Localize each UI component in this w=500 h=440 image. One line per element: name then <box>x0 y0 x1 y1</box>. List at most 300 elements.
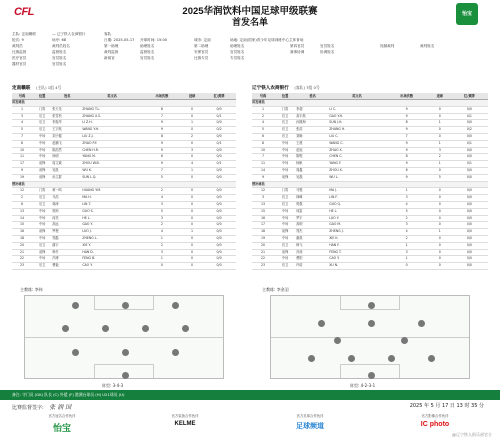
table-cell: 高宇航 <box>296 113 329 120</box>
table-cell: 16 <box>12 229 32 236</box>
home-coach: 主教练: 李伟 <box>20 287 43 292</box>
table-cell: 17 <box>252 222 274 229</box>
info-cell: 助理姓名 <box>230 44 245 48</box>
table-row <box>12 188 236 195</box>
sponsor-mark: IC photo <box>420 421 450 428</box>
table-cell: 0 <box>182 242 202 249</box>
info-cell <box>230 61 290 67</box>
table-cell: 9 <box>252 174 274 181</box>
table-row <box>12 195 236 202</box>
player-marker <box>368 320 375 327</box>
sponsor-mark: 怡宝 <box>52 423 71 433</box>
table-cell: 后卫 <box>32 120 52 127</box>
table-cell: 0/0 <box>202 208 236 215</box>
player-marker <box>318 320 325 327</box>
table-row <box>252 140 488 147</box>
table-cell: 0/0 <box>202 215 236 222</box>
table-cell: 0 <box>182 106 202 113</box>
table-cell: 15 <box>12 222 32 229</box>
table-cell: 8 <box>252 140 274 147</box>
pitch-midline <box>25 337 223 338</box>
table-cell: 罗俊 <box>52 229 82 236</box>
table-cell: 0 <box>429 127 451 134</box>
table-cell: 后卫 <box>274 195 296 202</box>
table-row <box>12 249 236 256</box>
table-row <box>252 161 488 168</box>
table-cell: 2 <box>182 133 202 140</box>
table-cell: 门将 <box>32 188 52 195</box>
table-cell: 张浩 <box>296 127 329 134</box>
table-cell: 后卫 <box>274 242 296 249</box>
table-cell: CAO Y. <box>82 263 142 270</box>
table-cell: 0/2 <box>451 127 488 134</box>
info-cell: 场地: 定南(国家)青少年足球训练中心主体育场 <box>230 38 304 42</box>
header <box>0 0 500 28</box>
table-cell: 11 <box>12 154 32 161</box>
table-cell: 0/0 <box>451 208 488 215</box>
table-cell: 2 <box>252 113 274 120</box>
player-marker <box>308 355 315 362</box>
table-cell: HAN F. <box>329 242 384 249</box>
table-cell: 3 <box>182 147 202 154</box>
table-row <box>252 106 488 113</box>
table-cell: 0/0 <box>202 133 236 140</box>
player-marker <box>348 355 355 362</box>
table-cell: 何雷 <box>296 208 329 215</box>
info-cell: 协调姓名 <box>320 50 335 54</box>
player-marker <box>368 302 375 309</box>
table-cell: 9 <box>142 140 182 147</box>
roster-header-cell: 英文名 <box>329 93 384 100</box>
table-cell: 2 <box>429 154 451 161</box>
table-row <box>252 195 488 202</box>
table-cell: GUO Q. <box>329 201 384 208</box>
table-row <box>252 263 488 270</box>
player-marker <box>368 372 375 379</box>
table-cell: 5 <box>385 208 429 215</box>
player-marker <box>72 349 79 356</box>
table-cell: 0/0 <box>202 106 236 113</box>
table-cell: 0 <box>429 195 451 202</box>
info-cell: 赛事协调 <box>290 50 305 54</box>
table-cell: 1 <box>429 229 451 236</box>
watermark: @辽宁铁人俱乐部官方 <box>452 432 492 437</box>
table-row <box>252 127 488 134</box>
table-cell: GUO S. <box>82 208 142 215</box>
table-row <box>252 113 488 120</box>
table-cell: 0 <box>182 208 202 215</box>
table-cell: 黄一鸣 <box>52 188 82 195</box>
away-team-tag: (客队) 7组 0号 <box>294 85 320 90</box>
table-cell: 中场 <box>32 140 52 147</box>
table-cell: 1 <box>385 256 429 263</box>
table-cell: 中场 <box>274 154 296 161</box>
sponsor-role: 官方足球合作伙伴 <box>296 414 324 418</box>
away-formation-pitch <box>270 295 470 379</box>
pitch-midline <box>271 337 469 338</box>
player-marker <box>62 325 69 332</box>
signer-label: 比赛监督签字: <box>12 405 44 411</box>
table-cell: 2 <box>142 222 182 229</box>
table-row <box>12 140 236 147</box>
table-cell: 0/0 <box>202 242 236 249</box>
table-cell: 0/1 <box>451 113 488 120</box>
table-cell: GAO Y.H. <box>329 113 384 120</box>
roster-header-cell: 红/黄牌 <box>202 93 236 100</box>
table-cell: 0/0 <box>451 167 488 174</box>
table-cell: 1 <box>252 106 274 113</box>
info-cell: 裁判监督 <box>104 50 119 54</box>
table-cell: 10 <box>252 147 274 154</box>
table-cell: 0/1 <box>202 161 236 168</box>
info-cell: 场序: 68 <box>52 38 67 42</box>
info-cell: 官员姓名 <box>52 62 67 66</box>
table-row <box>12 167 236 174</box>
table-cell: 林涛 <box>52 201 82 208</box>
info-cell: 客队 <box>104 32 112 36</box>
table-cell: 后卫 <box>32 127 52 134</box>
sponsor-role: 官方装备合作伙伴 <box>171 414 199 418</box>
table-cell: LI Z.H. <box>82 120 142 127</box>
table-cell: 中场 <box>32 235 52 242</box>
player-marker <box>102 325 109 332</box>
table-cell: 9 <box>142 161 182 168</box>
section-label-cell: 替补球员 <box>12 181 236 188</box>
table-cell: 0/0 <box>451 222 488 229</box>
table-row <box>252 154 488 161</box>
info-cell <box>380 61 420 67</box>
table-row <box>12 222 236 229</box>
table-cell: FENG B. <box>82 256 142 263</box>
table-cell: XU N. <box>329 263 384 270</box>
table-cell: 0/0 <box>451 195 488 202</box>
table-cell: 韩冬 <box>52 249 82 256</box>
table-cell: 冯博 <box>52 256 82 263</box>
table-cell: 20 <box>252 242 274 249</box>
table-cell: ZHANG H. <box>329 127 384 134</box>
info-cell: 城市: 定南 <box>194 38 211 42</box>
player-marker <box>72 302 79 309</box>
table-cell: WU K. <box>82 167 142 174</box>
table-row <box>12 161 236 168</box>
table-cell: 中场 <box>274 215 296 222</box>
roster-header-cell: 出场次数 <box>142 93 182 100</box>
table-cell: HAN D. <box>82 249 142 256</box>
table-cell: 1 <box>385 188 429 195</box>
table-cell: 0/0 <box>451 249 488 256</box>
info-cell: 官员姓名 <box>320 44 335 48</box>
table-cell: 6 <box>385 167 429 174</box>
roster-header-cell: 号码 <box>252 93 274 100</box>
table-cell: 12 <box>12 188 32 195</box>
table-cell: 0/1 <box>202 113 236 120</box>
table-cell: 7 <box>142 113 182 120</box>
table-row <box>252 120 488 127</box>
table-cell: 周文斌 <box>52 161 82 168</box>
table-cell: 中场 <box>274 208 296 215</box>
table-cell: 刘子健 <box>52 133 82 140</box>
table-cell: 5 <box>12 127 32 134</box>
table-row <box>252 133 488 140</box>
table-cell: 后卫 <box>274 120 296 127</box>
table-cell: 谢宇 <box>52 242 82 249</box>
table-cell: 1 <box>429 140 451 147</box>
table-cell: FENG T. <box>329 249 384 256</box>
table-cell: 中场 <box>32 222 52 229</box>
player-marker <box>334 337 341 344</box>
table-cell: 0 <box>182 263 202 270</box>
table-cell: 后卫 <box>32 113 52 120</box>
table-cell: 2 <box>142 242 182 249</box>
roster-header-cell: 进球 <box>182 93 202 100</box>
table-cell: 1 <box>142 235 182 242</box>
table-cell: LUO J. <box>82 229 142 236</box>
info-cell: 官员姓名 <box>140 56 155 60</box>
table-cell: 0 <box>182 154 202 161</box>
table-cell: 0 <box>429 215 451 222</box>
section-label-cell: 首发球员 <box>12 100 236 107</box>
info-row <box>12 61 488 67</box>
info-cell: 监督姓名 <box>52 50 67 54</box>
table-cell: 杨帆 <box>296 161 329 168</box>
table-cell: ZHENG J. <box>329 229 384 236</box>
info-cell: 比赛专员 <box>194 56 209 60</box>
table-cell: 门将 <box>274 188 296 195</box>
table-cell: 后卫 <box>274 201 296 208</box>
table-cell: 22 <box>12 256 32 263</box>
player-marker <box>122 349 129 356</box>
player-marker <box>418 320 425 327</box>
table-cell: WU L. <box>329 174 384 181</box>
table-cell: 0/0 <box>202 249 236 256</box>
table-cell: 谢凯 <box>296 235 329 242</box>
table-cell: 0 <box>429 235 451 242</box>
table-cell: 前锋 <box>274 174 296 181</box>
table-cell: 前锋 <box>274 229 296 236</box>
table-cell: 0 <box>182 195 202 202</box>
table-cell: 4 <box>142 229 182 236</box>
table-cell: 6 <box>252 133 274 140</box>
away-coach: 主教练: 李金羽 <box>262 287 289 292</box>
table-cell: 1 <box>429 120 451 127</box>
table-cell: ZHAO P.F. <box>82 140 142 147</box>
roster-section-label <box>12 100 236 107</box>
table-cell: 0/0 <box>202 229 236 236</box>
table-cell: 23 <box>12 263 32 270</box>
roster-section-label <box>12 181 236 188</box>
table-cell: 3 <box>142 215 182 222</box>
table-cell: WANG Y.H. <box>82 127 142 134</box>
table-cell: 7 <box>142 167 182 174</box>
table-cell: 0/0 <box>451 174 488 181</box>
info-cell: 开球时间: 15:00 <box>140 38 168 42</box>
table-cell: 6 <box>142 154 182 161</box>
table-cell: 0/0 <box>451 242 488 249</box>
sponsor-2 <box>135 412 235 440</box>
page-title: 2025华润饮料中国足球甲级联赛 <box>182 6 318 17</box>
page-subtitle: 首发名单 <box>231 17 268 27</box>
table-cell: 3 <box>142 249 182 256</box>
table-cell: 高明 <box>296 222 329 229</box>
home-team-header <box>12 83 236 92</box>
table-cell: 中场 <box>274 147 296 154</box>
table-cell: 后卫 <box>274 127 296 134</box>
table-cell: 0 <box>182 215 202 222</box>
table-cell: WANG C. <box>329 140 384 147</box>
table-cell: LI C. <box>329 106 384 113</box>
table-cell: 1 <box>385 242 429 249</box>
info-cell <box>320 61 380 67</box>
info-cell: 主队: 定南赣联 <box>12 32 36 36</box>
table-row <box>12 127 236 134</box>
table-cell: 6 <box>12 201 32 208</box>
table-cell: 4 <box>12 120 32 127</box>
table-cell: 曹阳 <box>296 256 329 263</box>
table-cell: 0/0 <box>202 195 236 202</box>
home-team-tag: (主队) 1组 4号 <box>36 85 62 90</box>
table-cell: HUANG Y.M. <box>82 188 142 195</box>
roster-header-cell: 姓名 <box>52 93 82 100</box>
sponsor-mark: KELME <box>174 421 196 427</box>
table-cell: 前锋 <box>32 174 52 181</box>
table-cell: 1 <box>12 106 32 113</box>
roster-header-cell: 号码 <box>12 93 32 100</box>
table-cell: 21 <box>252 249 274 256</box>
table-cell: 1 <box>429 161 451 168</box>
table-cell: ZHANG T.L. <box>82 106 142 113</box>
table-cell: 0/0 <box>451 256 488 263</box>
table-cell: 9 <box>385 174 429 181</box>
table-cell: 20 <box>12 242 32 249</box>
table-cell: 11 <box>252 161 274 168</box>
table-cell: 13 <box>12 208 32 215</box>
table-cell: 后卫 <box>32 242 52 249</box>
table-cell: 1 <box>182 167 202 174</box>
table-cell: 中场 <box>32 147 52 154</box>
table-cell: 0 <box>182 235 202 242</box>
info-cell: 第二助理 <box>194 44 209 48</box>
table-cell: 8 <box>12 140 32 147</box>
table-cell: 3 <box>12 113 32 120</box>
table-cell: 0/0 <box>202 256 236 263</box>
table-cell: ZHOU X. <box>329 167 384 174</box>
table-row <box>252 222 488 229</box>
info-cell <box>420 61 488 67</box>
table-cell: 19 <box>252 235 274 242</box>
table-cell: 9 <box>385 147 429 154</box>
table-cell: 0 <box>142 263 182 270</box>
table-row <box>252 215 488 222</box>
home-formation-label: 阵型: 3-4-3 <box>102 383 124 388</box>
table-cell: 0 <box>182 174 202 181</box>
table-cell: 3 <box>385 222 429 229</box>
table-cell: 马骏 <box>296 188 329 195</box>
table-cell: SUN L.Q. <box>82 174 142 181</box>
table-cell: GAO M. <box>329 222 384 229</box>
sponsor-role: 官方冠名合作伙伴 <box>48 414 76 418</box>
table-cell: HE L. <box>329 208 384 215</box>
sign-datetime: 2025 年 5 月 17 日 13 时 35 分 <box>409 403 484 409</box>
table-cell: 后卫 <box>32 263 52 270</box>
table-cell: 0/0 <box>451 106 488 113</box>
table-row <box>12 256 236 263</box>
table-cell: 9 <box>385 161 429 168</box>
table-cell: 中场 <box>32 154 52 161</box>
player-marker <box>182 325 189 332</box>
table-cell: 0 <box>182 140 202 147</box>
player-marker <box>428 355 435 362</box>
table-cell: 张雪松 <box>52 113 82 120</box>
table-row <box>12 113 236 120</box>
table-row <box>12 120 236 127</box>
table-cell: 2 <box>385 215 429 222</box>
table-cell: 0 <box>429 201 451 208</box>
table-cell: 郭帅 <box>52 208 82 215</box>
table-cell: 0/0 <box>451 188 488 195</box>
table-cell: ZHOU W.B. <box>82 161 142 168</box>
section-label-cell: 首发球员 <box>252 100 488 107</box>
table-cell: 4 <box>142 195 182 202</box>
roster-section-label <box>252 181 488 188</box>
table-cell: 0/0 <box>202 174 236 181</box>
table-row <box>12 201 236 208</box>
table-row <box>12 154 236 161</box>
table-cell: 8 <box>142 133 182 140</box>
table-cell: 0/0 <box>202 167 236 174</box>
table-cell: 郑磊 <box>52 235 82 242</box>
info-cell: 专员姓名 <box>230 56 245 60</box>
table-cell: 0/0 <box>202 222 236 229</box>
table-cell: 7 <box>252 154 274 161</box>
table-cell: 0/0 <box>451 154 488 161</box>
table-cell: YANG M. <box>82 154 142 161</box>
roster-header-cell: 红/黄牌 <box>451 93 488 100</box>
info-cell: 监督姓名 <box>140 50 155 54</box>
table-cell: CHEN C. <box>329 154 384 161</box>
table-cell: 0/1 <box>451 161 488 168</box>
table-cell: 9 <box>142 120 182 127</box>
table-cell: 1 <box>182 229 202 236</box>
player-marker <box>142 325 149 332</box>
table-cell: 孙立群 <box>52 174 82 181</box>
info-cell: 医疗官员 <box>12 56 27 60</box>
table-cell: 王宇航 <box>52 127 82 134</box>
table-cell: 3 <box>385 249 429 256</box>
table-row <box>12 174 236 181</box>
info-cell: 裁判员 <box>12 44 23 48</box>
roster-header-cell: 位置 <box>274 93 296 100</box>
sponsor-mark: 足球频道 <box>296 423 324 430</box>
table-cell: 5 <box>142 174 182 181</box>
table-cell: 刘畅 <box>296 133 329 140</box>
table-cell: 中场 <box>274 161 296 168</box>
table-cell: 马浩 <box>52 195 82 202</box>
table-row <box>12 229 236 236</box>
sponsor-3 <box>260 412 360 440</box>
table-row <box>252 235 488 242</box>
table-cell: 0 <box>182 249 202 256</box>
table-cell: 14 <box>12 215 32 222</box>
table-cell: 郑杰 <box>296 229 329 236</box>
table-cell: 0 <box>429 263 451 270</box>
table-cell: 5 <box>429 174 451 181</box>
table-cell: LIN T. <box>82 201 142 208</box>
table-cell: 0 <box>182 127 202 134</box>
table-cell: ZHENG L. <box>82 235 142 242</box>
table-cell: 前锋 <box>32 161 52 168</box>
table-cell: 0 <box>429 249 451 256</box>
table-cell: 9 <box>385 140 429 147</box>
